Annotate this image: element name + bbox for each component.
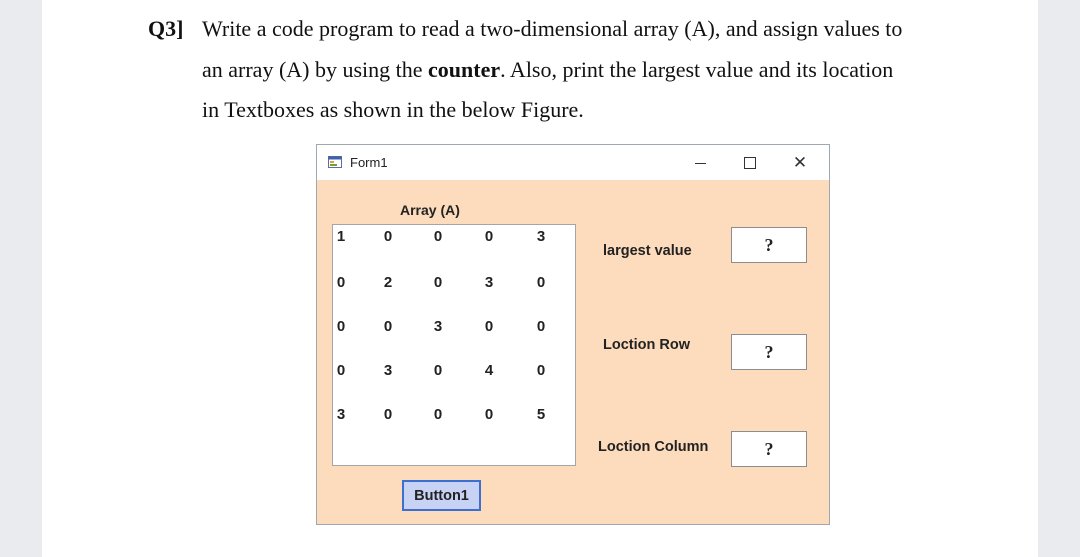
question-number: Q3] (148, 16, 184, 41)
button1[interactable]: Button1 (402, 480, 481, 511)
maximize-button[interactable] (727, 145, 773, 180)
close-icon: ✕ (792, 153, 808, 172)
array-cell: 0 (536, 362, 546, 379)
location-row-textbox[interactable]: ? (731, 334, 807, 370)
array-cell: 2 (383, 274, 393, 291)
array-title: Array (A) (400, 202, 460, 218)
array-cell: 3 (433, 318, 443, 335)
form-client-area (317, 180, 829, 524)
array-cell: 5 (536, 406, 546, 423)
array-cell: 0 (484, 318, 494, 335)
array-cell: 0 (433, 274, 443, 291)
minimize-button[interactable] (677, 145, 723, 180)
array-cell: 0 (433, 362, 443, 379)
question-text-line1: Write a code program to read a two-dimensional array (A), and assign values to (202, 16, 903, 41)
array-cell: 0 (433, 228, 443, 245)
array-cell: 0 (383, 318, 393, 335)
location-column-textbox[interactable]: ? (731, 431, 807, 467)
largest-value-textbox[interactable]: ? (731, 227, 807, 263)
array-cell: 3 (383, 362, 393, 379)
array-cell: 0 (536, 274, 546, 291)
location-column-label: Loction Column (598, 439, 709, 455)
largest-value-label: largest value (603, 243, 692, 259)
form-window (316, 144, 830, 525)
question-text-line2-end: . Also, print the largest value and its location (500, 57, 894, 82)
location-row-label: Loction Row (603, 337, 690, 353)
question-text-line2 (202, 57, 893, 83)
array-cell: 3 (484, 274, 494, 291)
left-page-margin (0, 0, 42, 557)
question-text-line3: in Textboxes as shown in the below Figure. (202, 97, 584, 122)
right-page-margin (1038, 0, 1080, 557)
close-button[interactable] (777, 145, 823, 180)
array-listbox[interactable] (332, 224, 576, 466)
array-cell: 3 (336, 406, 346, 423)
maximize-icon (744, 157, 756, 169)
keyword-counter: counter (428, 57, 501, 82)
title-bar[interactable] (317, 145, 829, 180)
array-cell: 1 (336, 228, 346, 245)
question-text-line2-start: an array (A) by using the (202, 57, 429, 82)
array-cell: 4 (484, 362, 494, 379)
array-cell: 0 (433, 406, 443, 423)
array-cell: 0 (383, 406, 393, 423)
array-cell: 0 (336, 274, 346, 291)
array-cell: 0 (536, 318, 546, 335)
array-cell: 0 (383, 228, 393, 245)
array-cell: 0 (336, 362, 346, 379)
array-cell: 0 (336, 318, 346, 335)
array-cell: 3 (536, 228, 546, 245)
array-cell: 0 (484, 406, 494, 423)
form-app-icon (328, 156, 342, 168)
window-title: Form1 (350, 155, 388, 170)
array-cell: 0 (484, 228, 494, 245)
minimize-icon (695, 163, 706, 164)
